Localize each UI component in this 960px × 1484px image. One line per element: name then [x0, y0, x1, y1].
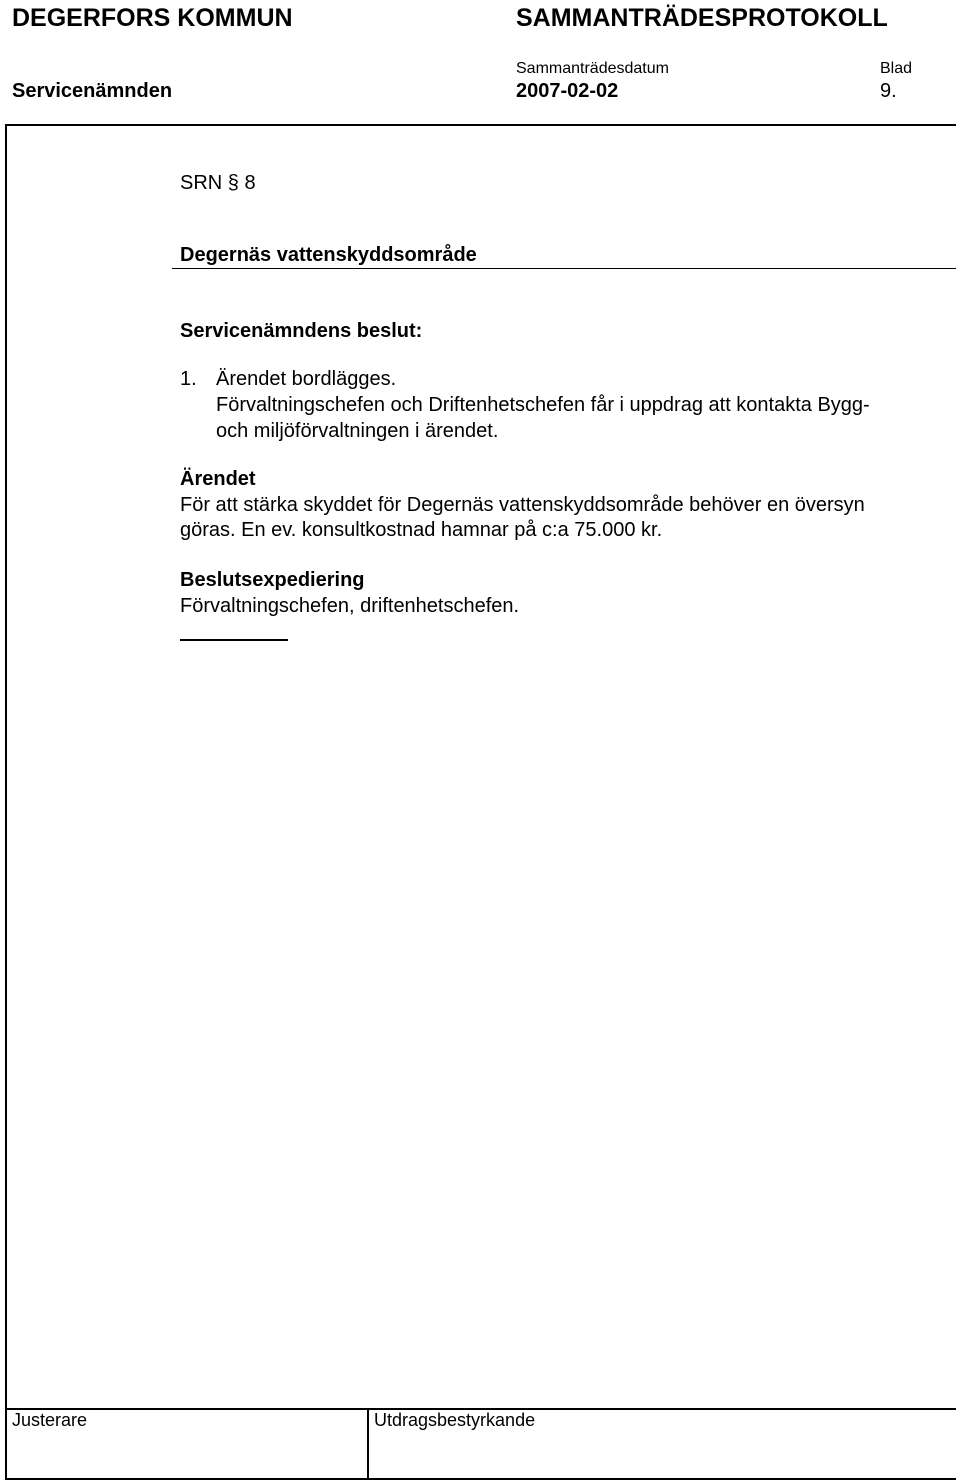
paragraph-reference: SRN § 8 [180, 172, 256, 194]
meeting-date-label: Sammanträdesdatum [516, 60, 669, 77]
footer-column-divider [367, 1408, 369, 1480]
footer-adjuster-label: Justerare [12, 1410, 88, 1430]
municipality-name: DEGERFORS KOMMUN [12, 4, 293, 32]
matter-title: Degernäs vattenskyddsområde [180, 244, 477, 266]
section-end-rule [180, 639, 288, 641]
document-type: SAMMANTRÄDESPROTOKOLL [516, 4, 888, 32]
meeting-date-value: 2007-02-02 [516, 80, 619, 102]
matter-text-line: göras. En ev. konsultkostnad hamnar på c:a 75.000 kr. [180, 519, 663, 541]
dispatch-heading: Beslutsexpediering [180, 569, 365, 591]
decision-item-line: Förvaltningschefen och Driftenhetschefen får i uppdrag att kontakta Bygg- [216, 394, 870, 416]
decision-item-line: och miljöförvaltningen i ärendet. [216, 420, 499, 442]
title-underline [172, 268, 956, 269]
page-label: Blad [880, 60, 913, 77]
decision-item-line: Ärendet bordlägges. [216, 368, 397, 390]
document-frame [5, 124, 956, 1480]
decision-heading: Servicenämndens beslut: [180, 320, 423, 342]
page-number: 9. [880, 80, 897, 102]
department-name: Servicenämnden [12, 80, 173, 102]
matter-text-line: För att stärka skyddet för Degernäs vattenskyddsområde behöver en översyn [180, 494, 865, 516]
decision-item-number: 1. [180, 368, 197, 390]
matter-heading: Ärendet [180, 468, 256, 490]
dispatch-text: Förvaltningschefen, driftenhetschefen. [180, 595, 520, 617]
footer-certification-label: Utdragsbestyrkande [374, 1410, 536, 1430]
